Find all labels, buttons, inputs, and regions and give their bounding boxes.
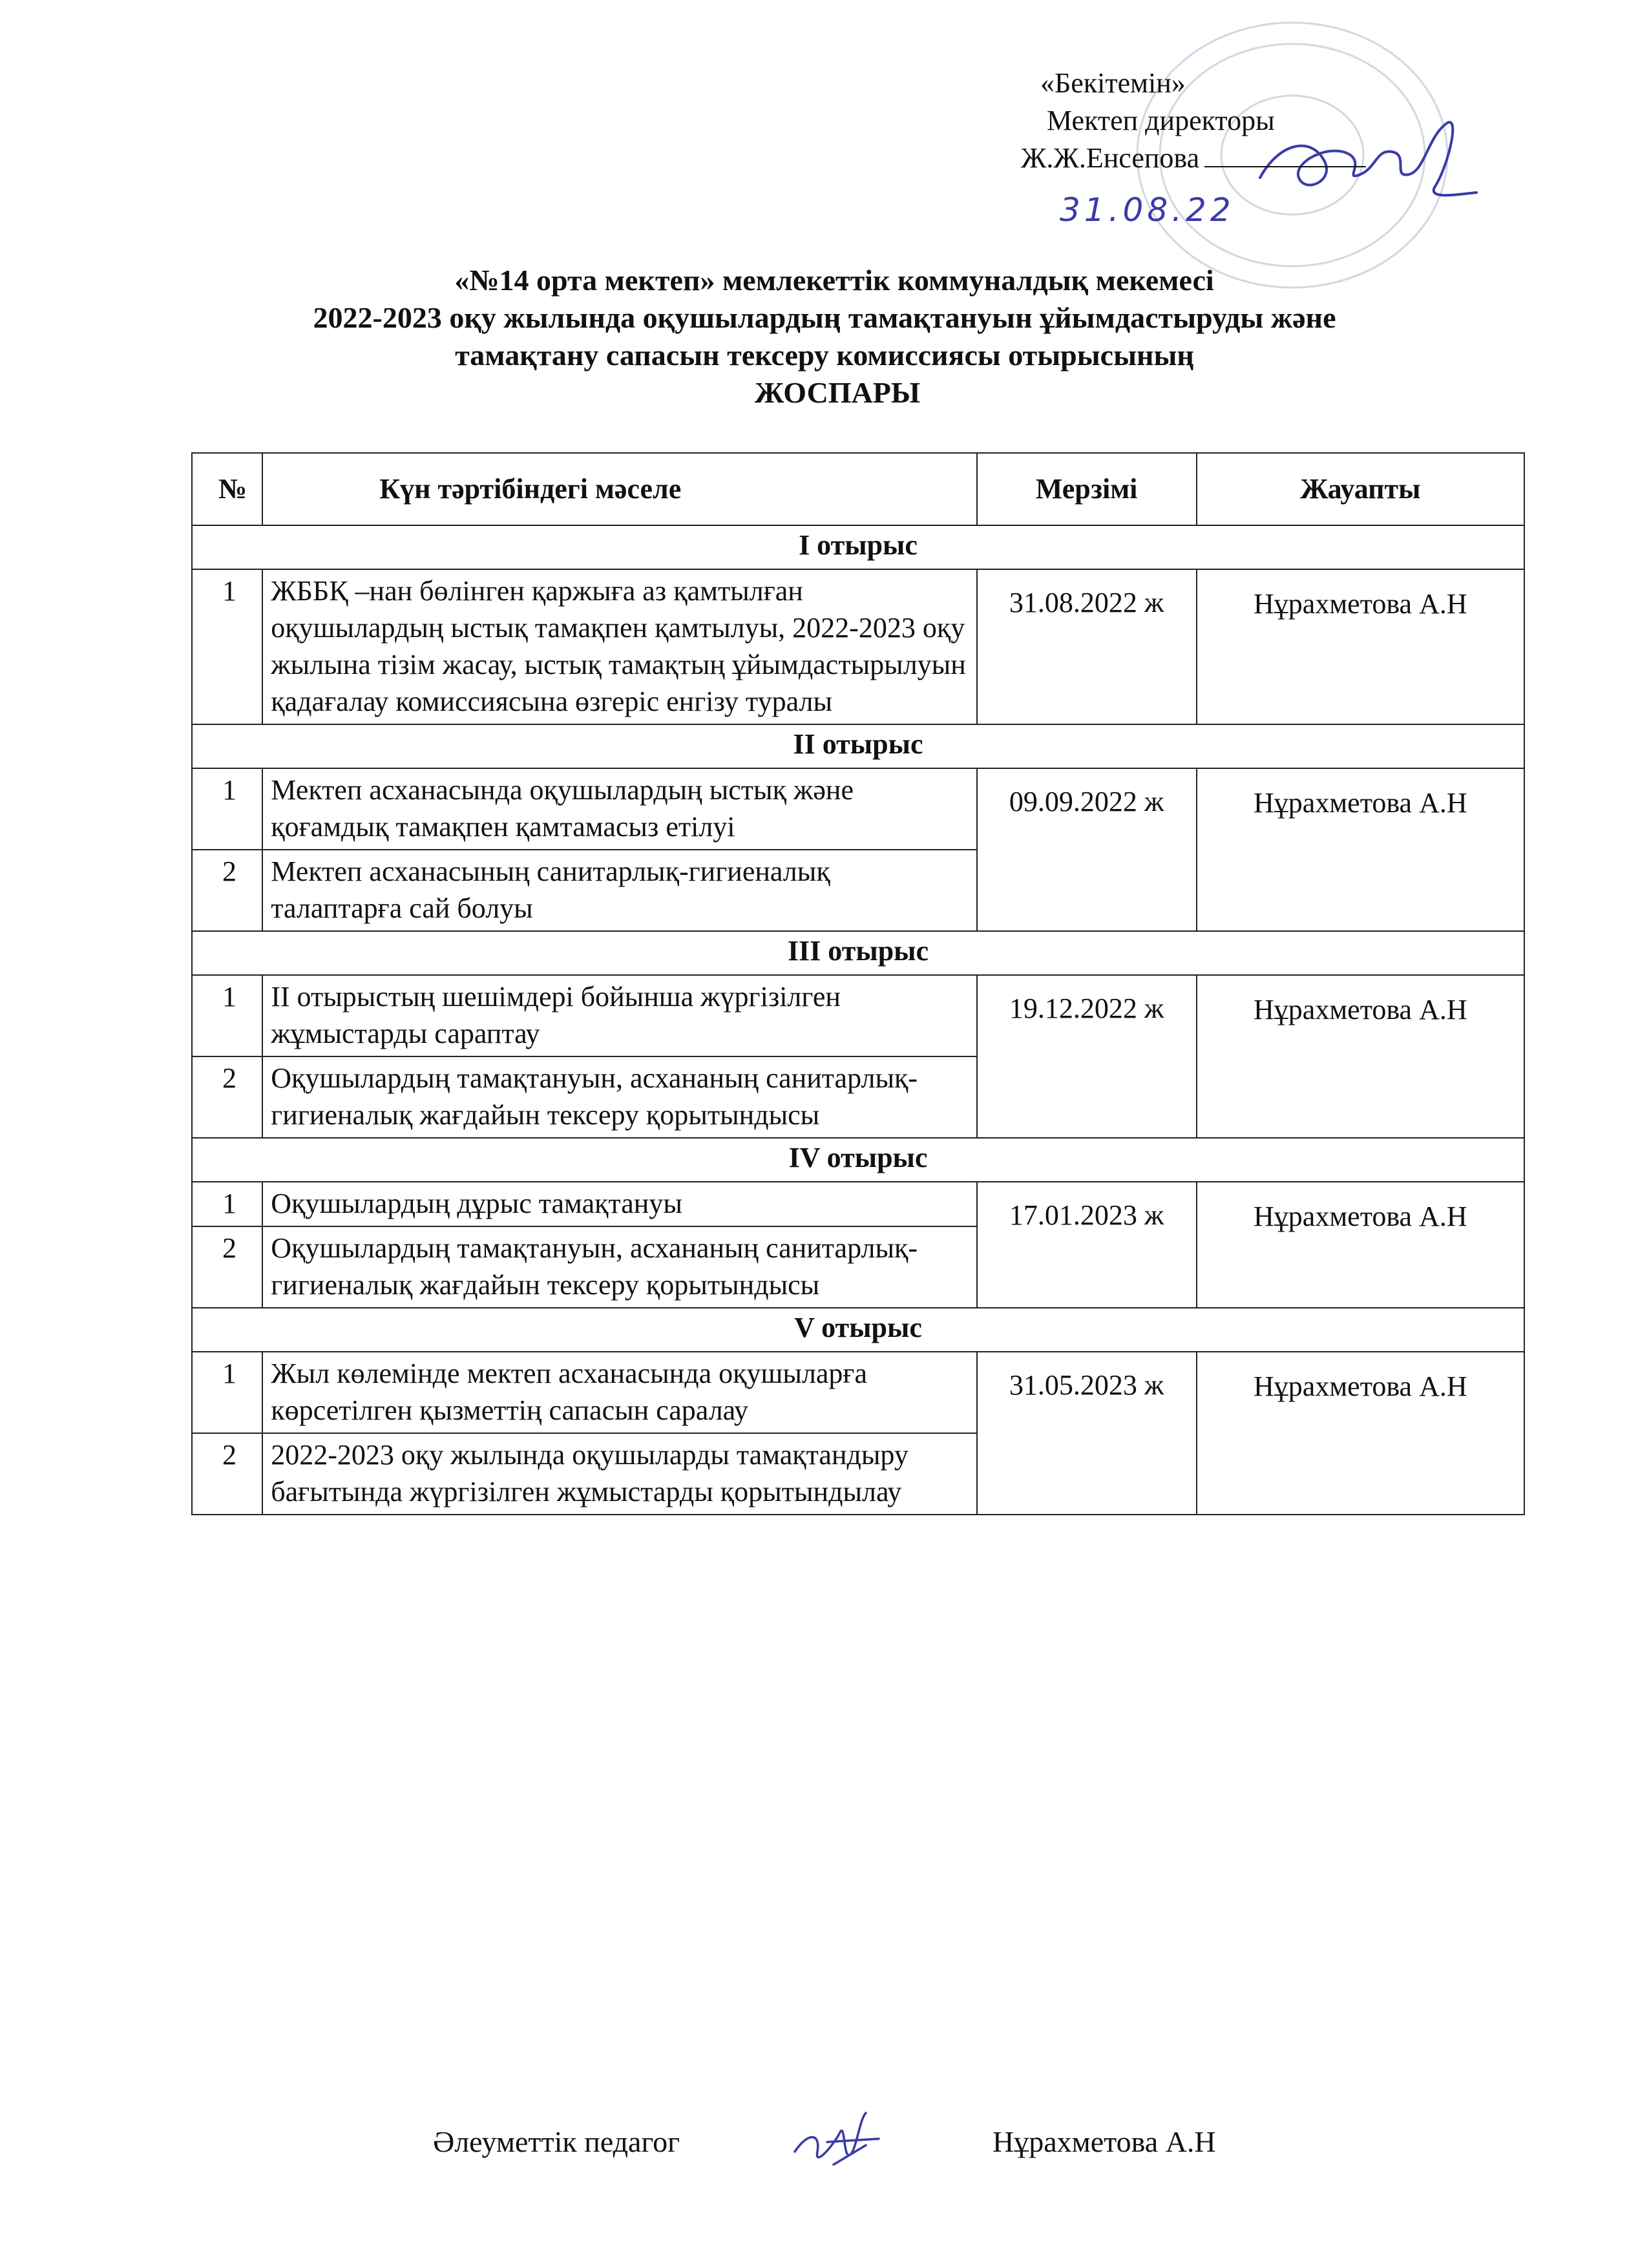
item-topic: 2022-2023 оқу жылында оқушыларды тамақтандыру бағытында жүргізілген жұмыстарды қорытындылау (262, 1433, 976, 1515)
session-row (192, 724, 1524, 768)
item-number: 2 (192, 1433, 262, 1515)
item-number: 1 (192, 975, 262, 1056)
item-topic: Мектеп асханасының санитарлық-гигиеналық талаптарға сай болуы (262, 850, 976, 931)
session-row (192, 1308, 1524, 1352)
session-title: IV отырыс (192, 1138, 1524, 1182)
session-date: 17.01.2023 ж (977, 1182, 1197, 1308)
session-responsible: Нұрахметова А.Н (1197, 1352, 1524, 1515)
session-date: 31.08.2022 ж (977, 569, 1197, 724)
heading-line-1: «№14 орта мектеп» мемлекеттік коммуналдық мекемесі (454, 264, 1214, 297)
table-row (192, 975, 1524, 1056)
item-topic: Оқушылардың тамақтануын, асхананың санитарлық- гигиеналық жағдайын тексеру қорытындысы (262, 1056, 976, 1138)
session-title: III отырыс (192, 931, 1524, 975)
session-date: 09.09.2022 ж (977, 768, 1197, 931)
item-topic: ЖББҚ –нан бөлінген қаржыға аз қамтылған оқушылардың ыстық тамақпен қамтылуы, 2022-2023 оқу жылына тізім жасау, ыстық тамақтың ұйымдастырылуын қадағалау комиссиясына өзгеріс енгізу туралы (262, 569, 976, 724)
item-topic: Мектеп асханасында оқушылардың ыстық және қоғамдық тамақпен қамтамасыз етілуі (262, 768, 976, 850)
plan-table-body (192, 525, 1524, 1515)
document-heading (0, 262, 1649, 412)
session-date: 19.12.2022 ж (977, 975, 1197, 1138)
header-topic: Күн тәртібіндегі мәселе (262, 453, 976, 525)
table-row (192, 569, 1524, 724)
table-row (192, 1182, 1524, 1226)
session-row (192, 1138, 1524, 1182)
session-responsible: Нұрахметова А.Н (1197, 975, 1524, 1138)
footer-role: Әлеуметтік педагог (433, 2125, 680, 2158)
item-number: 2 (192, 850, 262, 931)
item-number: 1 (192, 1352, 262, 1433)
approval-block (1021, 65, 1366, 177)
plan-table (191, 452, 1525, 1515)
header-date: Мерзімі (977, 453, 1197, 525)
item-number: 1 (192, 768, 262, 850)
handwritten-date: 31.08.22 (1060, 191, 1235, 229)
session-row (192, 931, 1524, 975)
item-number: 1 (192, 1182, 262, 1226)
table-row (192, 1352, 1524, 1433)
approval-position: Мектеп директоры (1047, 105, 1275, 136)
pedagog-signature (788, 2106, 885, 2178)
session-title: II отырыс (192, 724, 1524, 768)
item-number: 2 (192, 1056, 262, 1138)
approval-name: Ж.Ж.Енсепова (1021, 142, 1200, 174)
item-number: 1 (192, 569, 262, 724)
session-responsible: Нұрахметова А.Н (1197, 569, 1524, 724)
item-number: 2 (192, 1226, 262, 1308)
session-title: V отырыс (192, 1308, 1524, 1352)
footer-name: Нұрахметова А.Н (993, 2125, 1216, 2158)
session-title: I отырыс (192, 525, 1524, 569)
heading-line-4: ЖОСПАРЫ (754, 376, 921, 409)
session-date: 31.05.2023 ж (977, 1352, 1197, 1515)
session-row (192, 525, 1524, 569)
item-topic: Жыл көлемінде мектеп асханасында оқушыларға көрсетілген қызметтің сапасын саралау (262, 1352, 976, 1433)
item-topic: Оқушылардың дұрыс тамақтануы (262, 1182, 976, 1226)
session-responsible: Нұрахметова А.Н (1197, 1182, 1524, 1308)
item-topic: Оқушылардың тамақтануын, асхананың санитарлық-гигиеналық жағдайын тексеру қорытындысы (262, 1226, 976, 1308)
table-row (192, 768, 1524, 850)
approval-name-row (1021, 140, 1366, 177)
approval-label: «Бекітемін» (1040, 67, 1186, 99)
heading-line-3: тамақтану сапасын тексеру комиссиясы отырысының (455, 339, 1194, 372)
item-topic: II отырыстың шешімдері бойынша жүргізілген жұмыстарды сараптау (262, 975, 976, 1056)
header-responsible: Жауапты (1197, 453, 1524, 525)
signature-line (1204, 166, 1366, 167)
header-number: № (192, 453, 262, 525)
heading-line-2: 2022-2023 оқу жылында оқушылардың тамақтануын ұйымдастыруды және (313, 301, 1336, 334)
table-header-row (192, 453, 1524, 525)
session-responsible: Нұрахметова А.Н (1197, 768, 1524, 931)
